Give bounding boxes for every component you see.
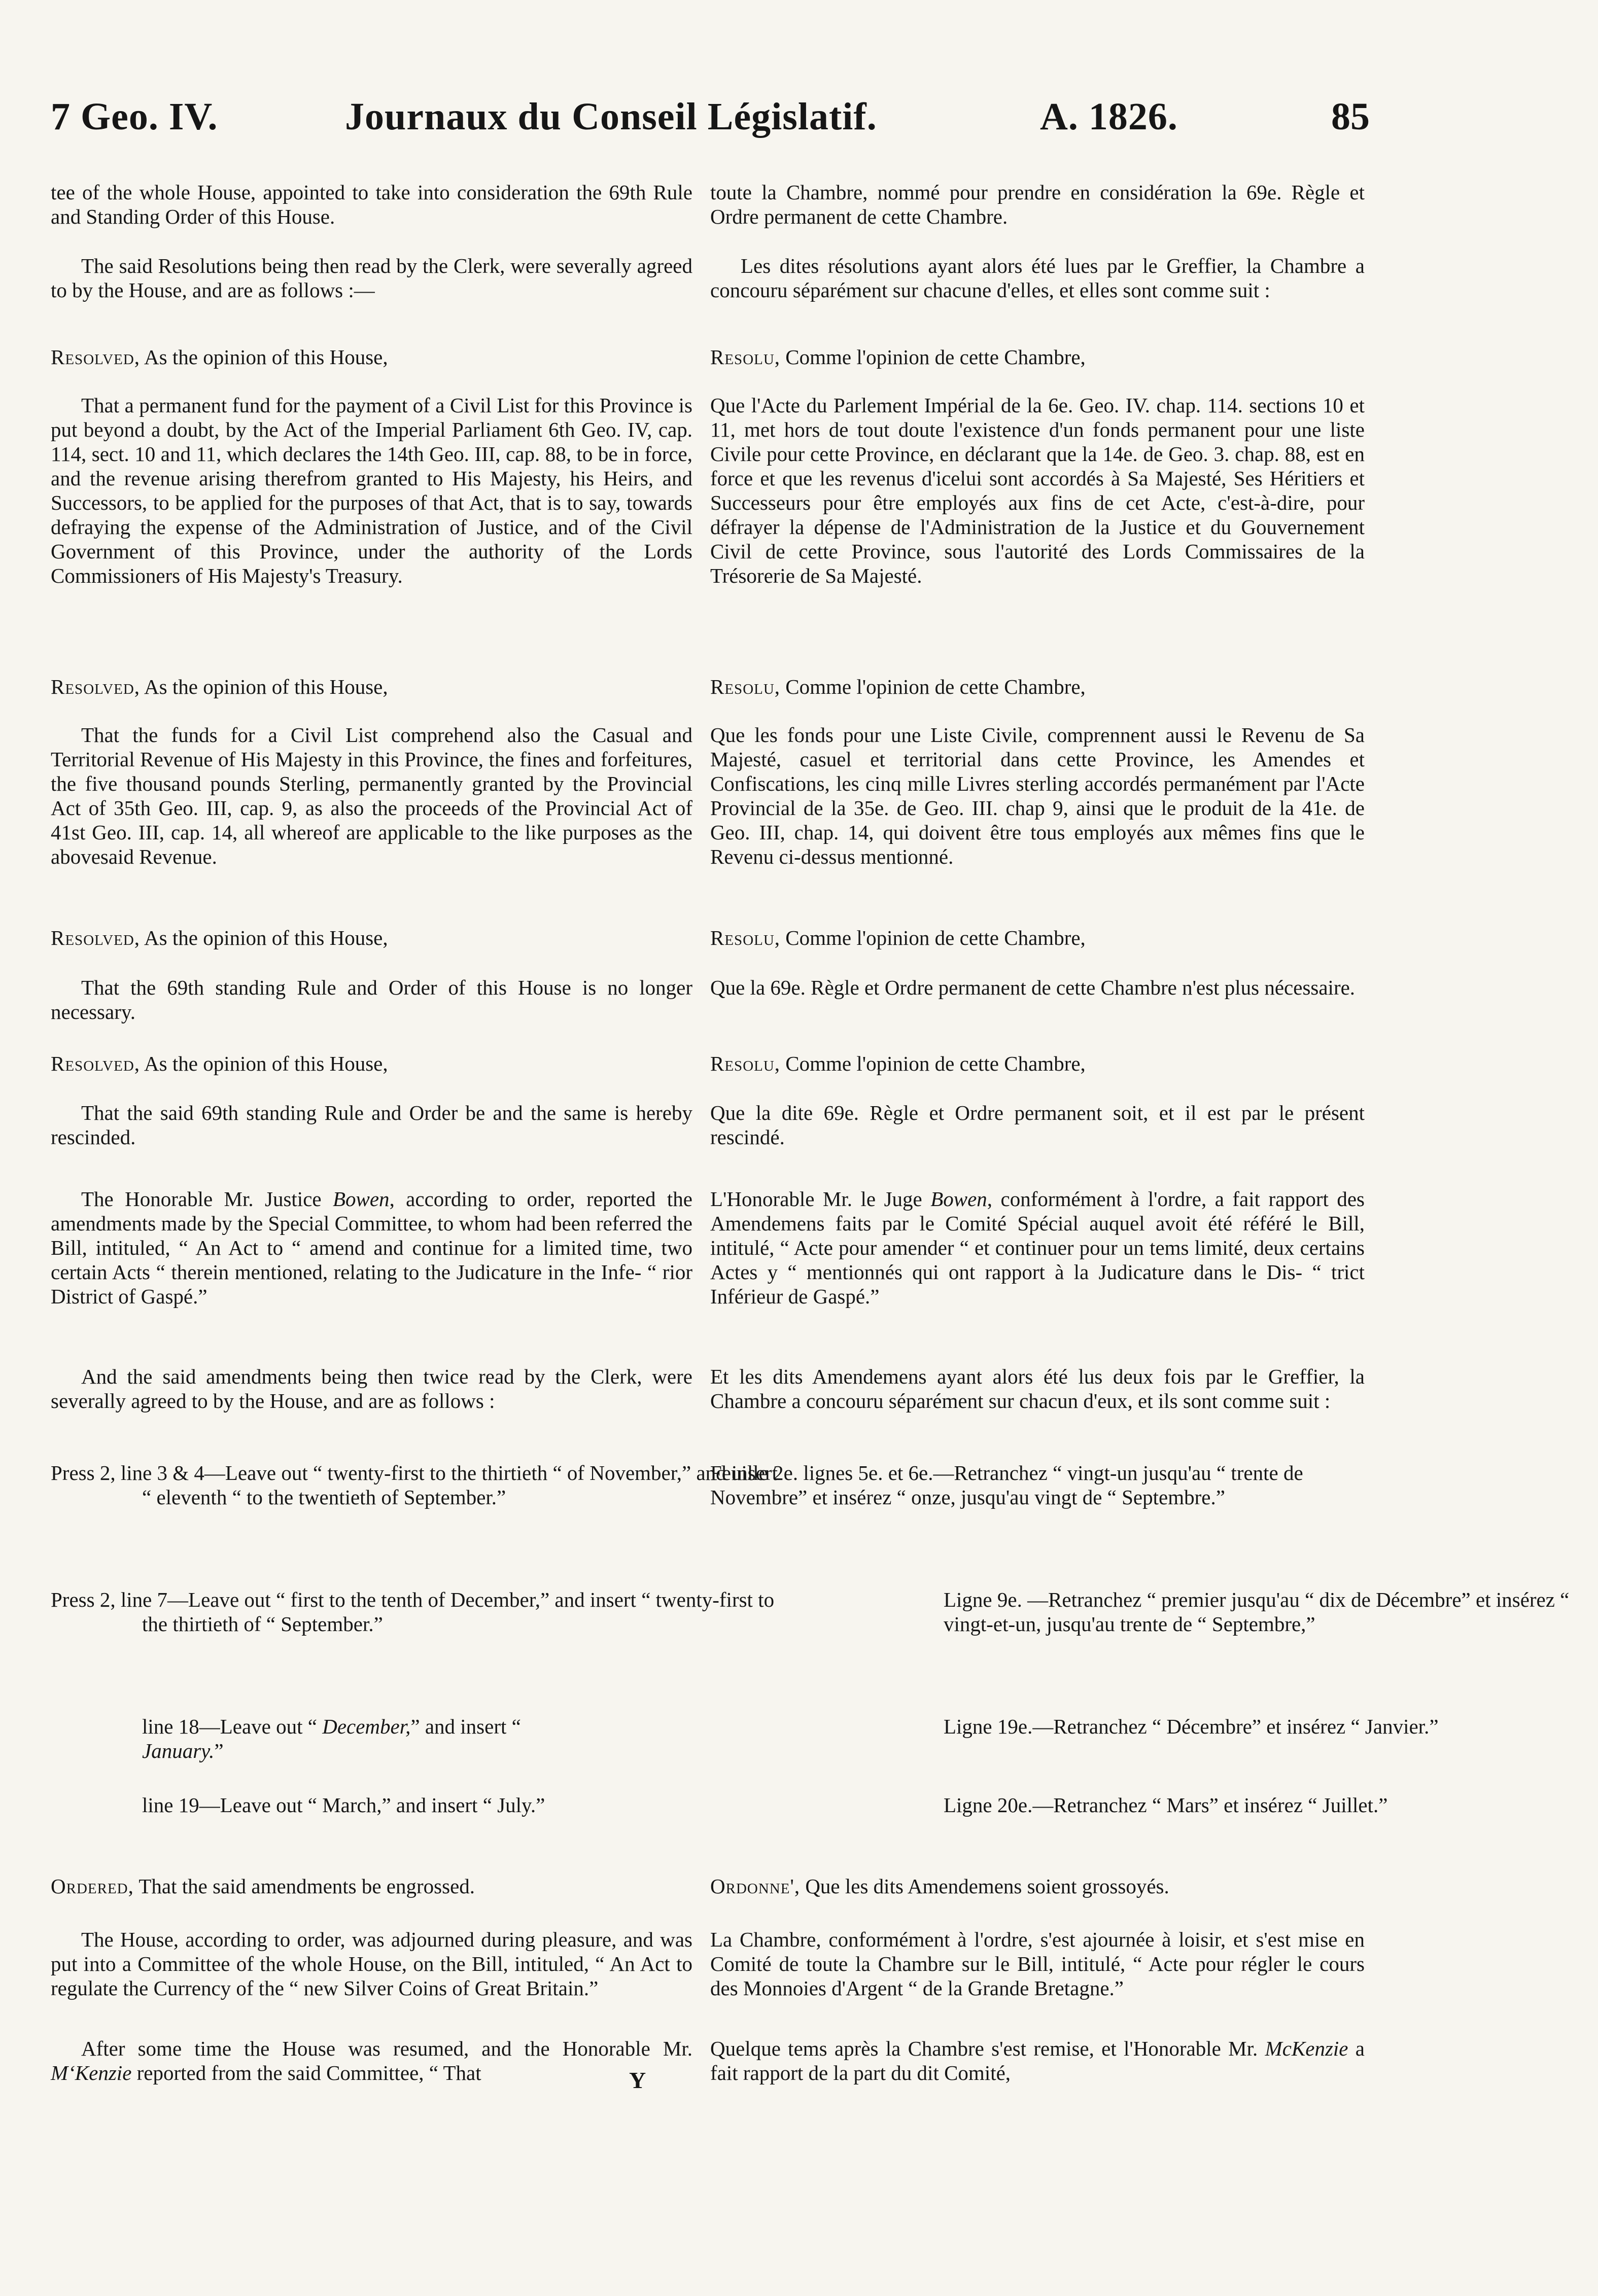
resolved-heading — [51, 675, 692, 699]
amendment-4: line 19—Leave out “ March,” and insert “ July.” — [142, 1793, 545, 1817]
a3-january: January. — [142, 1739, 215, 1762]
bowen-name: Bowen — [930, 1187, 987, 1211]
after-text-a: Quelque tems après la Chambre s'est remise, et l'Honorable Mr. — [710, 2037, 1265, 2060]
resolu-text: Comme l'opinion de cette Chambre, — [780, 926, 1086, 949]
resolution-4-fr: Que la dite 69e. Règle et Ordre permanent soit, et il est par le présent rescindé. — [710, 1101, 1365, 1149]
resolution-1-fr: Que l'Acte du Parlement Impérial de la 6e. Geo. IV. chap. 114. sections 10 et 11, met hors de tout doute l'existence d'un fonds permanent pour une liste Civile pour cette Province, en déclarant que la 14e. de Geo. 3. chap. 88, est en force et que les revenus d'icelui sont accordés à Sa Majesté, Ses Héritiers et Successeurs pour être employés aux fins de cet Acte, c'est-à-dire, pour défrayer la dépense de l'Administration de la Justice et du Gouvernement Civil de cette Province, sous l'autorité des Lords Commissaires de la Trésorerie de Sa Majesté. — [710, 394, 1365, 587]
resolu-word: Resolu, — [710, 926, 781, 949]
after-text-a: After some time the House was resumed, and the Honorable Mr. — [81, 2037, 692, 2060]
header-year: A. 1826. — [1040, 95, 1178, 138]
amendment-3-fr: Ligne 19e.—Retranchez “ Décembre” et insérez “ Janvier.” — [944, 1715, 1439, 1738]
amendment-1: Press 2, line 3 & 4—Leave out “ twenty-first to the thirtieth “ of November,” and insert “ eleventh “ to the twentieth of September.” — [51, 1461, 778, 1509]
after-some-time-fr — [710, 2036, 1365, 2085]
bowen-text-a: L'Honorable Mr. le Juge — [710, 1187, 931, 1211]
resolution-2-fr: Que les fonds pour une Liste Civile, comprennent aussi le Revenu de Sa Majesté, casuel et territorial dans cette Province, les Amendes et Confiscations, les cinq mille Livres sterling accordés permanément par l'Acte Provincial de la 35e. de Geo. III. chap 9, ainsi que le produit de la 41e. de Geo. III, chap. 14, qui doivent être tous employés aux mêmes fins que le Revenu ci-dessus mentionné. — [710, 723, 1365, 868]
catchword: Y — [629, 2067, 646, 2093]
after-name: M‘Kenzie — [51, 2061, 132, 2085]
resolu-word: Resolu, — [710, 1052, 781, 1075]
after-text-b: reported from the said Committee, “ That — [131, 2061, 481, 2085]
resolu-text: Comme l'opinion de cette Chambre, — [780, 345, 1086, 369]
after-name: McKenzie — [1265, 2037, 1348, 2060]
paragraph: tee of the whole House, appointed to take into consideration the 69th Rule and Standing Order of this House. — [51, 181, 692, 228]
resolu-word: Resolu, — [710, 675, 781, 698]
a3-text-c: ” — [214, 1739, 224, 1762]
resolved-heading — [51, 926, 692, 950]
ordonne-text: Que les dits Amendemens soient grossoyés. — [800, 1875, 1169, 1898]
house-committee-fr: La Chambre, conformément à l'ordre, s'est ajournée à loisir, et s'est mise en Comité de toute la Chambre sur le Bill, intitulé, “ Acte pour régler le cours des Monnoies d'Argent “ de la Grande Bretagne.” — [710, 1928, 1365, 2000]
resolution-3: That the 69th standing Rule and Order of this House is no longer necessary. — [51, 976, 692, 1023]
house-committee: The House, according to order, was adjourned during pleasure, and was put into a Committee of the whole House, on the Bill, intituled, “ An Act to regulate the Currency of the “ new Silver Coins of Great Britain.” — [51, 1928, 692, 2000]
ordered-text: That the said amendments be engrossed. — [133, 1875, 475, 1898]
amendment-1-fr: Feuille 2e. lignes 5e. et 6e.—Retranchez “ vingt-un jusqu'au “ trente de Novembre” et insérez “ onze, jusqu'au vingt de “ Septembre.” — [710, 1461, 1303, 1509]
ordered-line — [51, 1874, 692, 1898]
resolved-text: As the opinion of this House, — [140, 675, 388, 698]
header-reign: 7 Geo. IV. — [51, 95, 218, 138]
resolved-text: As the opinion of this House, — [140, 345, 388, 369]
paragraph: Les dites résolutions ayant alors été lues par le Greffier, la Chambre a concouru séparément sur chacune d'elles, et elles sont comme suit : — [710, 254, 1365, 302]
bowen-text-b: , according to order, reported the amendments made by the Special Committee, to whom had been referred the Bill, intituled, “ An Act to “ amend and continue for a limited time, two certain Acts “ therein mentioned, relating to the Judicature in the Infe- “ rior District of Gaspé.” — [51, 1187, 692, 1308]
resolved-word: Resolved, — [51, 675, 141, 698]
after-text-b: a fait rapport de la part du dit Comité, — [710, 2037, 1365, 2085]
ordonne-line — [710, 1874, 1365, 1898]
resolved-word: Resolved, — [51, 926, 141, 949]
resolved-text: As the opinion of this House, — [140, 926, 388, 949]
after-some-time — [51, 2036, 692, 2085]
resolu-heading — [710, 1051, 1365, 1076]
resolu-heading — [710, 345, 1365, 369]
paragraph: toute la Chambre, nommé pour prendre en considération la 69e. Règle et Ordre permanent de cette Chambre. — [710, 181, 1365, 228]
resolu-text: Comme l'opinion de cette Chambre, — [780, 1052, 1086, 1075]
bowen-name: Bowen — [332, 1187, 390, 1211]
resolu-heading — [710, 926, 1365, 950]
resolution-4: That the said 69th standing Rule and Order be and the same is hereby rescinded. — [51, 1101, 692, 1149]
bowen-text-b: , conformément à l'ordre, a fait rapport des Amendemens faits par le Comité Spécial auquel avoit été référé le Bill, intitulé, “ Acte pour amender “ et continuer pour un tems limité, deux certains Actes y “ mentionnés qui ont rapport à la Judicature dans le Dis- “ trict Inférieur de Gaspé.” — [710, 1187, 1365, 1308]
resolu-word: Resolu, — [710, 345, 781, 369]
resolu-text: Comme l'opinion de cette Chambre, — [780, 675, 1086, 698]
resolution-1: That a permanent fund for the payment of a Civil List for this Province is put beyond a doubt, by the Act of the Imperial Parliament 6th Geo. IV, cap. 114, sect. 10 and 11, which declares the 14th Geo. III, cap. 88, to be in force, and the revenue arising therefrom granted to His Majesty, his Heirs, and Successors, to be applied for the purposes of that Act, that is to say, towards defraying the expense of the Administration of Justice, and of the Civil Government of this Province, under the authority of the Lords Commissioners of His Majesty's Treasury. — [51, 394, 692, 587]
amendment-4-fr: Ligne 20e.—Retranchez “ Mars” et insérez “ Juillet.” — [944, 1793, 1388, 1817]
resolu-heading — [710, 675, 1365, 699]
amendments-read: And the said amendments being then twice read by the Clerk, were severally agreed to by the House, and are as follows : — [51, 1365, 692, 1412]
bowen-report-fr — [710, 1187, 1365, 1309]
running-header — [51, 89, 1370, 145]
header-title: Journaux du Conseil Législatif. — [345, 95, 877, 138]
amendments-read-fr: Et les dits Amendemens ayant alors été lus deux fois par le Greffier, la Chambre a concouru séparément sur chacun d'eux, et ils sont comme suit : — [710, 1365, 1365, 1412]
page-number: 85 — [1331, 95, 1370, 138]
resolution-3-fr: Que la 69e. Règle et Ordre permanent de cette Chambre n'est plus nécessaire. — [710, 976, 1356, 999]
amendment-2: Press 2, line 7—Leave out “ first to the tenth of December,” and insert “ twenty-first to the thirtieth of “ September.” — [51, 1588, 775, 1636]
resolved-heading — [51, 1051, 692, 1076]
amendment-3 — [51, 1714, 588, 1763]
a3-text-a: line 18—Leave out “ — [142, 1715, 323, 1738]
ordonne-word: Ordonne', — [710, 1875, 801, 1898]
resolved-word: Resolved, — [51, 1052, 141, 1075]
ordered-word: Ordered, — [51, 1875, 134, 1898]
resolved-heading — [51, 345, 692, 369]
bowen-text-a: The Honorable Mr. Justice — [81, 1187, 333, 1211]
paragraph: The said Resolutions being then read by the Clerk, were severally agreed to by the House, and are as follows :— — [51, 254, 692, 302]
resolved-word: Resolved, — [51, 345, 141, 369]
a3-text-b: ” and insert “ — [410, 1715, 521, 1738]
resolved-text: As the opinion of this House, — [140, 1052, 388, 1075]
resolution-2: That the funds for a Civil List comprehend also the Casual and Territorial Revenue of His Majesty in this Province, the fines and forfeitures, the five thousand pounds Sterling, permanently granted by the Provincial Act of 35th Geo. III, cap. 9, as also the proceeds of the Provincial Act of 41st Geo. III, cap. 14, all whereof are applicable to the like purposes as the abovesaid Revenue. — [51, 723, 692, 868]
a3-december: December, — [322, 1715, 411, 1738]
bowen-report — [51, 1187, 692, 1309]
amendment-2-fr: Ligne 9e. —Retranchez “ premier jusqu'au “ dix de Décembre” et insérez “ vingt-et-un, jusqu'au trente de “ Septembre,” — [944, 1588, 1570, 1636]
